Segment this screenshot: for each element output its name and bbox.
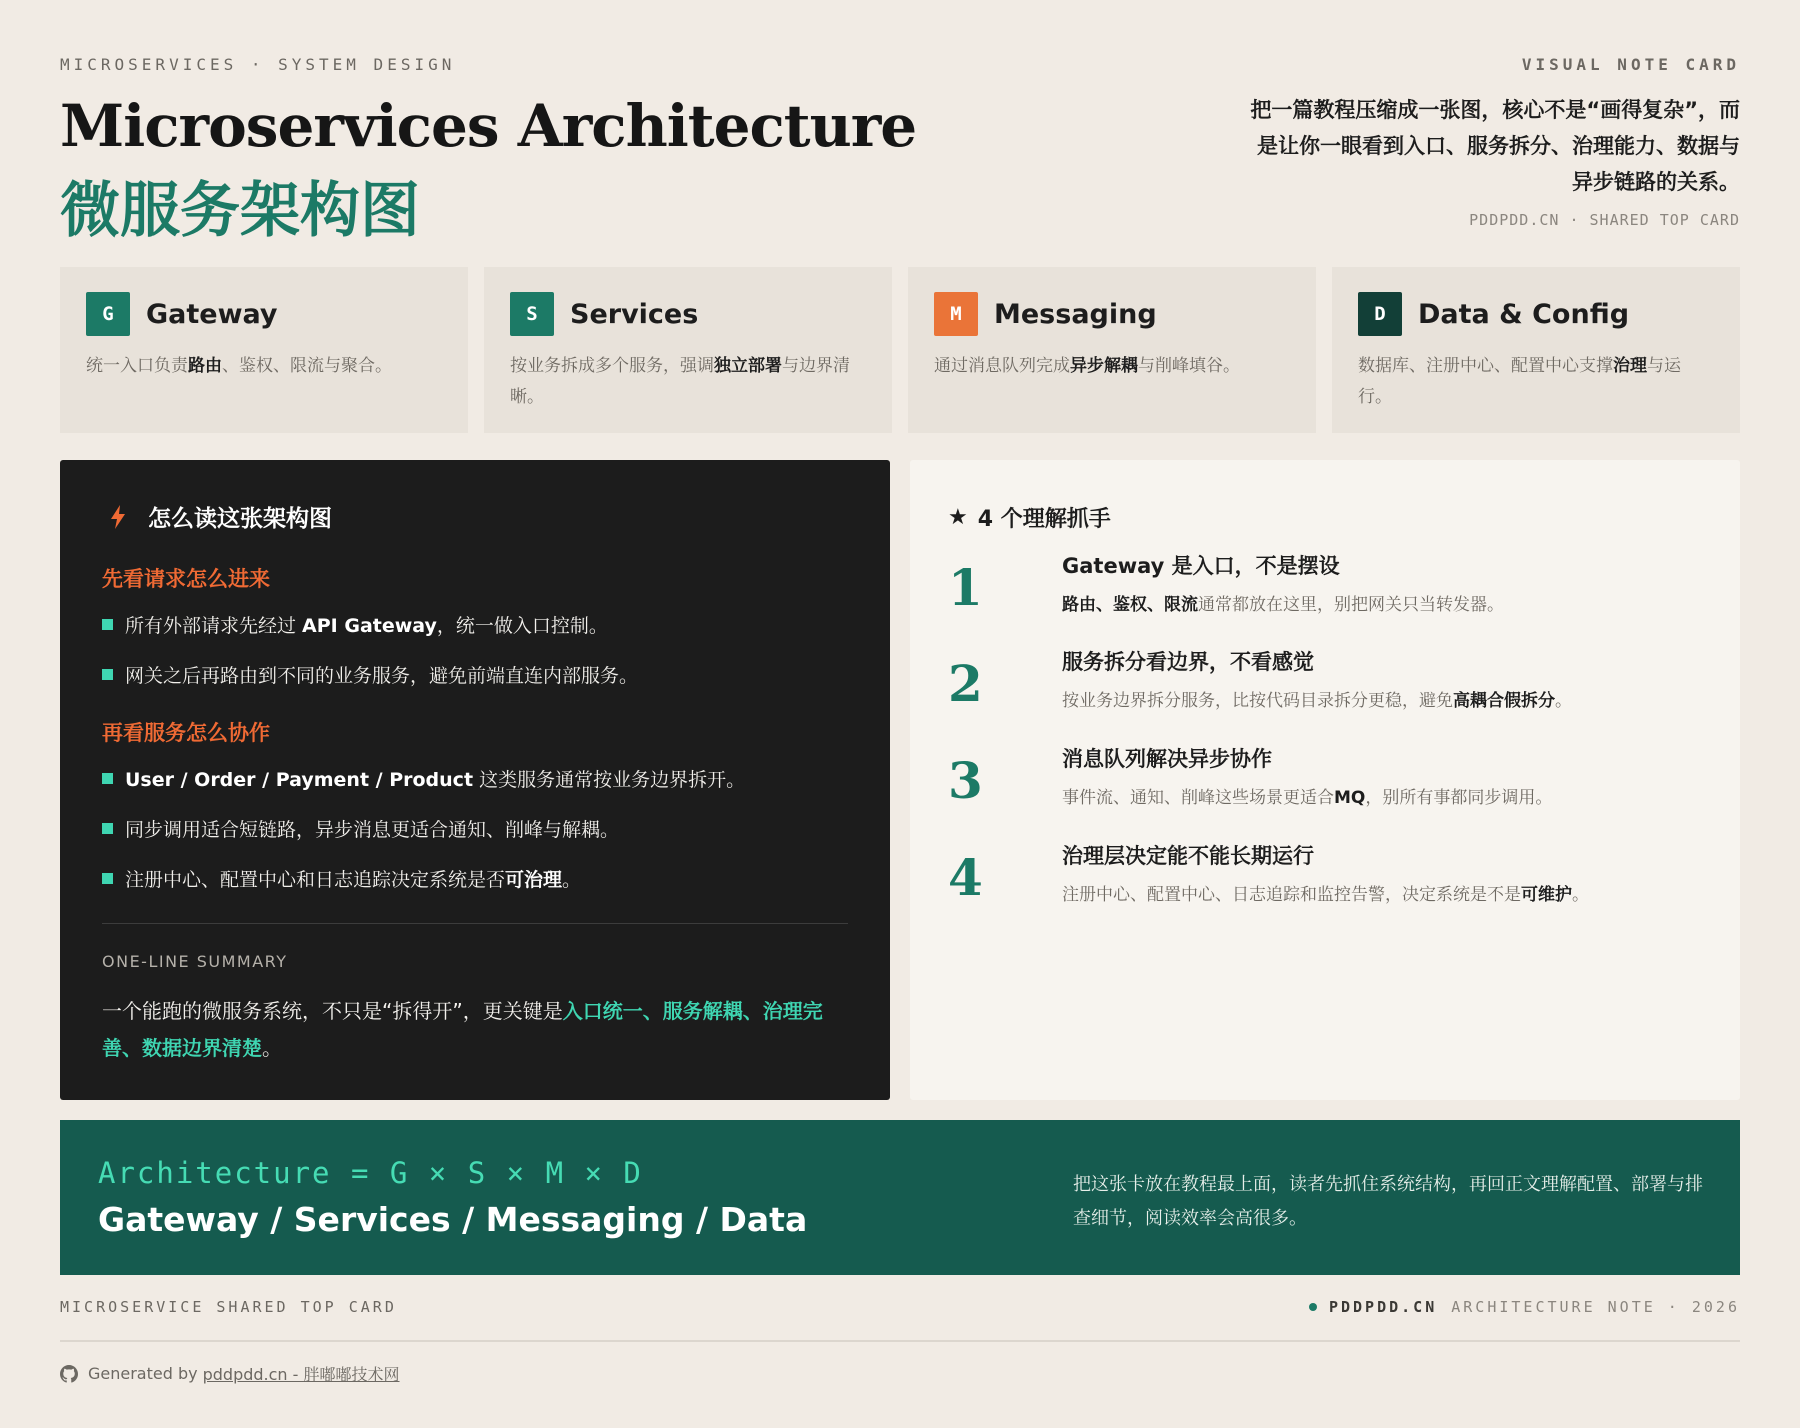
item-description: 注册中心、配置中心、日志追踪和监控告警，决定系统是不是可维护。 <box>1062 885 1589 905</box>
pillar-cards <box>60 267 1740 433</box>
formula-note: 把这张卡放在教程最上面，读者先抓住系统结构，再回正文理解配置、部署与排查细节，阅读效率会高很多。 <box>1073 1174 1703 1229</box>
status-dot <box>1309 1303 1317 1311</box>
list-item: 注册中心、配置中心和日志追踪决定系统是否可治理。 <box>102 863 848 897</box>
divider <box>102 923 848 924</box>
item-heading: 消息队列解决异步协作 <box>1062 747 1272 771</box>
item-description: 按业务边界拆分服务，比按代码目录拆分更稳，避免高耦合假拆分。 <box>1062 691 1572 711</box>
footer-label: MICROSERVICE SHARED TOP CARD <box>60 1298 397 1316</box>
formula-banner <box>60 1120 1740 1275</box>
item-heading: 服务拆分看边界，不看感觉 <box>1062 650 1314 674</box>
panel-title: 4 个理解抓手 <box>977 507 1111 532</box>
lightning-icon <box>110 505 126 529</box>
summary-text: 一个能跑的微服务系统，不只是“拆得开”，更关键是入口统一、服务解耦、治理完善、数据边界清楚。 <box>102 999 823 1060</box>
pillar-title: Data & Config <box>1418 298 1630 330</box>
pillar-card-gateway <box>60 267 468 433</box>
list-item: 所有外部请求先经过 API Gateway，统一做入口控制。 <box>102 609 848 643</box>
pillar-title: Messaging <box>994 298 1157 330</box>
pillar-description: 通过消息队列完成异步解耦与削峰填谷。 <box>934 356 1240 376</box>
pillar-letter-badge: D <box>1358 292 1402 336</box>
pillar-card-services <box>484 267 892 433</box>
pillar-letter-badge: M <box>934 292 978 336</box>
item-description: 事件流、通知、削峰这些场景更适合MQ，别所有事都同步调用。 <box>1062 788 1553 808</box>
list-item: User / Order / Payment / Product 这类服务通常按业务边界拆开。 <box>102 763 848 797</box>
item-number: 2 <box>948 654 983 713</box>
footer-note: ARCHITECTURE NOTE · 2026 <box>1451 1298 1740 1316</box>
footer-credit <box>1309 1298 1740 1316</box>
formula-code: Architecture = G × S × M × D <box>98 1156 643 1190</box>
list-item: 网关之后再路由到不同的业务服务，避免前端直连内部服务。 <box>102 659 848 693</box>
bullet-marker <box>102 669 113 680</box>
footer-site: PDDPDD.CN <box>1328 1298 1438 1316</box>
divider <box>60 1340 1740 1342</box>
bullet-marker <box>102 873 113 884</box>
github-icon <box>60 1365 78 1383</box>
list-item: 同步调用适合短链路，异步消息更适合通知、削峰与解耦。 <box>102 813 848 847</box>
section-title-request: 先看请求怎么进来 <box>102 567 270 591</box>
understanding-handles-panel <box>910 460 1740 1100</box>
pillar-letter-badge: S <box>510 292 554 336</box>
page-title-chinese: 微服务架构图 <box>60 176 420 246</box>
bullet-marker <box>102 619 113 630</box>
pillar-description: 数据库、注册中心、配置中心支撑治理与运行。 <box>1358 356 1681 407</box>
pillar-title: Gateway <box>146 298 278 330</box>
star-icon: ★ <box>948 505 968 530</box>
page-title: Microservices Architecture <box>60 92 917 160</box>
pillar-description: 按业务拆成多个服务，强调独立部署与边界清晰。 <box>510 356 850 407</box>
item-heading: 治理层决定能不能长期运行 <box>1062 844 1314 868</box>
item-number: 4 <box>948 848 983 907</box>
item-heading: Gateway 是入口，不是摆设 <box>1062 554 1340 578</box>
item-description: 路由、鉴权、限流通常都放在这里，别把网关只当转发器。 <box>1062 595 1504 615</box>
bullet-marker <box>102 823 113 834</box>
formula-expansion: Gateway / Services / Messaging / Data <box>98 1200 808 1239</box>
item-number: 3 <box>948 751 983 810</box>
how-to-read-panel <box>60 460 890 1100</box>
generated-by <box>60 1362 400 1385</box>
pillar-description: 统一入口负责路由、鉴权、限流与聚合。 <box>86 356 392 376</box>
section-title-collaboration: 再看服务怎么协作 <box>102 721 270 745</box>
pillar-title: Services <box>570 298 699 330</box>
eyebrow-label: MICROSERVICES · SYSTEM DESIGN <box>60 55 456 74</box>
pillar-letter-badge: G <box>86 292 130 336</box>
generated-prefix: Generated by <box>88 1364 198 1383</box>
item-number: 1 <box>948 558 983 617</box>
summary-label: ONE-LINE SUMMARY <box>102 952 288 971</box>
generated-link[interactable]: pddpdd.cn - 胖嘟嘟技术网 <box>202 1365 400 1384</box>
pillar-card-data-config <box>1332 267 1740 433</box>
intro-source: PDDPDD.CN · SHARED TOP CARD <box>1469 211 1740 229</box>
pillar-card-messaging <box>908 267 1316 433</box>
intro-text: 把一篇教程压缩成一张图，核心不是“画得复杂”，而是让你一眼看到入口、服务拆分、治理能力、数据与异步链路的关系。 <box>1250 98 1740 194</box>
panel-title: 怎么读这张架构图 <box>148 506 332 532</box>
card-type-label: VISUAL NOTE CARD <box>1521 55 1740 74</box>
bullet-marker <box>102 773 113 784</box>
